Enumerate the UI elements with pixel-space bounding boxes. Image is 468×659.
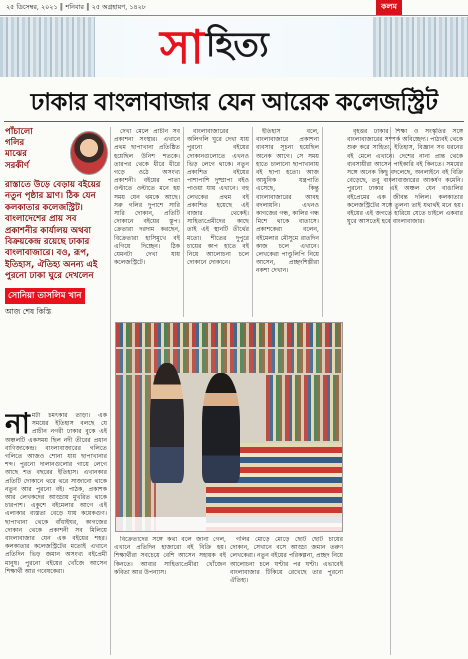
article-intro-continued xyxy=(5,180,108,319)
issue-date: ২৫ ডিসেম্বর, ২০২১ ║ শনিবার ║ ২৫ অগ্রহায়ণ, ১৪২৮ xyxy=(6,3,146,11)
top-dateline xyxy=(0,0,468,16)
section-title-rest: হিত্য xyxy=(205,24,269,65)
column-3-text: বাংলাবাজারের অলিগলি ঘুরে দেখা যায় পুরনো বইয়ের দোকানগুলোতে এখনও ভিড় লেগে থাকে। নতুন প্রকাশিত বইয়ের পাশাপাশি দুষ্প্রাপ্য বইও পাওয়া যায় এখানে। বহু লেখকের প্রথম বই প্রকাশিত হয়েছে এই বাজার থেকেই। সাহিত্যপ্রেমীদের কাছে তাই এই স্থানটি তীর্থের মতো। শীতের দুপুরে চায়ের কাপ হাতে বই নিয়ে আলোচনা চলে দোকানে দোকানে। xyxy=(187,128,249,267)
intro-text: রাস্তাতে উড়ে বেড়ায় বইয়ের নতুন পৃষ্ঠার ঘ্রাণ। ঠিক যেন কলকাতার কলেজস্ট্রিট। বাংলাদেশের প্রায় সব প্রকাশনীর কার্যালয় অথবা বিক্রয়কেন্দ্র রয়েছে ঢাকার বাংলাবাজারে। বও, রূপ, ইতিহাস, ঐতিহ্য অনন্য এই পুরনো ঢাকা ঘুরে দেখলেন xyxy=(5,180,101,282)
column-5-text: বৃহত্তর ঢাকার শিক্ষা ও সংস্কৃতির সঙ্গে বাংলাবাজারের সম্পর্ক অবিচ্ছেদ্য। পাঠ্যবই থেকে শুরু করে সাহিত্য, ইতিহাস, বিজ্ঞান সব ধরনের বই মেলে এখানে। দেশের নানা প্রান্ত থেকে ব্যবসায়ীরা আসেন পাইকারি বই কিনতে। সময়ের সঙ্গে অনেক কিছু বদলেছে, অনলাইনে বই বিক্রি বেড়েছে, তবু বাংলাবাজারের আকর্ষণ কমেনি। পুরনো ঢাকার এই অঞ্চল যেন বাঙালির বইপ্রেমের এক জীবন্ত দলিল। কলকাতার কলেজস্ট্রিটের সঙ্গে তুলনা তাই যথার্থই মনে হয়। বইয়ের এই জগতে হারিয়ে যেতে চাইলে একবার ঘুরে আসতেই হবে বাংলাবাজার। xyxy=(347,128,463,226)
intro-line-3: মাঝের xyxy=(5,149,27,160)
bookshelf-decoration-right xyxy=(373,17,468,77)
headline-rule xyxy=(4,121,464,122)
section-title-initial: সা xyxy=(160,20,204,74)
column-divider xyxy=(183,127,184,317)
column-divider xyxy=(322,127,323,317)
drop-cap: না xyxy=(5,412,30,440)
series-note: আজ শেষ কিস্তি xyxy=(5,306,52,316)
article-headline: ঢাকার বাংলাবাজার যেন আরেক কলেজস্ট্রিট xyxy=(30,88,438,116)
author-photo xyxy=(70,131,108,175)
photo-caption-bar xyxy=(116,517,342,531)
intro-line-2: গলির xyxy=(5,138,25,149)
newspaper-brand: কলম xyxy=(376,0,402,15)
column-4-text: ইতিহাস বলে, বাংলাবাজারে প্রকাশনা ব্যবসার সূচনা হয়েছিল অনেক আগে। সে সময় হাতে চালানো ছাপাখানায় বই ছাপা হতো। আজ আধুনিক যন্ত্রপাতি এসেছে, কিন্তু বাংলাবাজারের আবহ বদলায়নি। এখনও কাগজের গন্ধ, কালির গন্ধ মিশে থাকে বাতাসে। প্রকাশকেরা বলেন, বইমেলার মৌসুমে রাতদিন কাজ চলে এখানে। লেখকেরা পাণ্ডুলিপি নিয়ে আসেন, প্রচ্ছদশিল্পীরা নকশা দেখান। xyxy=(256,128,319,275)
intro-line-1: পাঁচালো xyxy=(5,127,33,137)
bookstore-photo xyxy=(115,322,343,532)
book-shelf-row xyxy=(116,323,343,347)
article-column-bottom-right xyxy=(230,536,343,656)
column-bottom-left-text: বিক্রেতাদের সঙ্গে কথা বলে জানা গেল, এখানে প্রতিদিন হাজারো বই বিক্রি হয়। শিক্ষার্থীরা সবচেয়ে বেশি আসেন সহায়ক বই কিনতে। আবার সাহিত্যপ্রেমীরা খোঁজেন কবিতা আর উপন্যাস। xyxy=(114,536,226,576)
person-reading xyxy=(150,363,184,483)
article-column-bottom-left xyxy=(114,536,226,656)
article-column-4 xyxy=(256,128,319,318)
article-column-5 xyxy=(347,128,463,656)
article-column-3 xyxy=(187,128,249,318)
section-title xyxy=(160,19,310,75)
column-divider xyxy=(110,127,111,655)
intro-line-4: সরকীর্ণ xyxy=(5,160,30,171)
column-divider xyxy=(252,127,253,317)
person-browsing xyxy=(202,373,240,483)
article-column-2 xyxy=(114,128,180,318)
column-bottom-right-text: গলির মোড়ে মোড়ে ছোট ছোট চায়ের দোকান, সেখানে বসে আড্ডা জমান তরুণ লেখকেরা। নতুন বইয়ের পরিকল্পনা, প্রচ্ছদ নিয়ে আলোচনা চলে ঘণ্টার পর ঘণ্টা। এভাবেই বাংলাবাজার টিকিয়ে রেখেছে তার পুরনো ঐতিহ্য। xyxy=(230,536,343,585)
book-shelf-row xyxy=(266,375,343,441)
author-name: সোনিয়া তাসলিম খান xyxy=(5,288,85,304)
bookshelf-decoration-left xyxy=(0,17,95,77)
section-masthead xyxy=(0,17,468,77)
column-1-text: মটা চমৎকার তাড়া। এক সময়ের ইতিহাস বলছে যে প্রাচীন নগরী ঢাকার বুকে এই অঞ্চলটি একসময় ছিল নদী তীরের প্রধান বাণিজ্যকেন্দ্র। বাংলাবাজারের গলিতে গলিতে আজও শোনা যায় ছাপাখানার শব্দ। পুরনো দালানগুলোর গায়ে লেগে আছে শত বছরের ইতিহাস। এখানকার প্রতিটি দোকানে থরে থরে সাজানো থাকে নতুন আর পুরনো বই। পাঠক, প্রকাশক আর লেখকদের আড্ডায় মুখরিত থাকে চারপাশ। একুশে বইমেলার আগে এই এলাকার ব্যস্ততা বেড়ে যায় কয়েকগুণ। ছাপাখানা থেকে বাঁধাইঘর, কাগজের দোকান থেকে প্রকাশনী সব মিলিয়ে বাংলাবাজার যেন এক বইয়ের শহর। কলকাতার কলেজস্ট্রিটের মতোই এখানে প্রতিদিন ভিড় জমান অসংখ্য বইপ্রেমী মানুষ। পুরনো বইয়ের খোঁজে আসেন শিক্ষার্থী আর গবেষকেরা। xyxy=(5,412,107,575)
article-column-1 xyxy=(5,412,107,656)
book-shelf-row xyxy=(116,349,343,373)
column-2-text: দেখা মেলে প্রাচীন সব প্রকাশনা সংস্থার। এখানে প্রথম ছাপাখানা প্রতিষ্ঠিত হয়েছিল উনিশ শতকে। তারপর থেকে ধীরে ধীরে গড়ে ওঠে অসংখ্য প্রকাশনী। বইয়ের পাতা ওল্টাতে ওল্টাতে মনে হয় সময় যেন থমকে আছে। সরু গলির দুপাশে সারি সারি দোকান, প্রতিটি দোকানে বইয়ের স্তূপ। ক্রেতারা দরদাম করছেন, বিক্রেতারা হাসিমুখে বই এগিয়ে দিচ্ছেন। ঠিক যেমনটা দেখা যায় কলেজস্ট্রিটে। xyxy=(114,128,180,267)
